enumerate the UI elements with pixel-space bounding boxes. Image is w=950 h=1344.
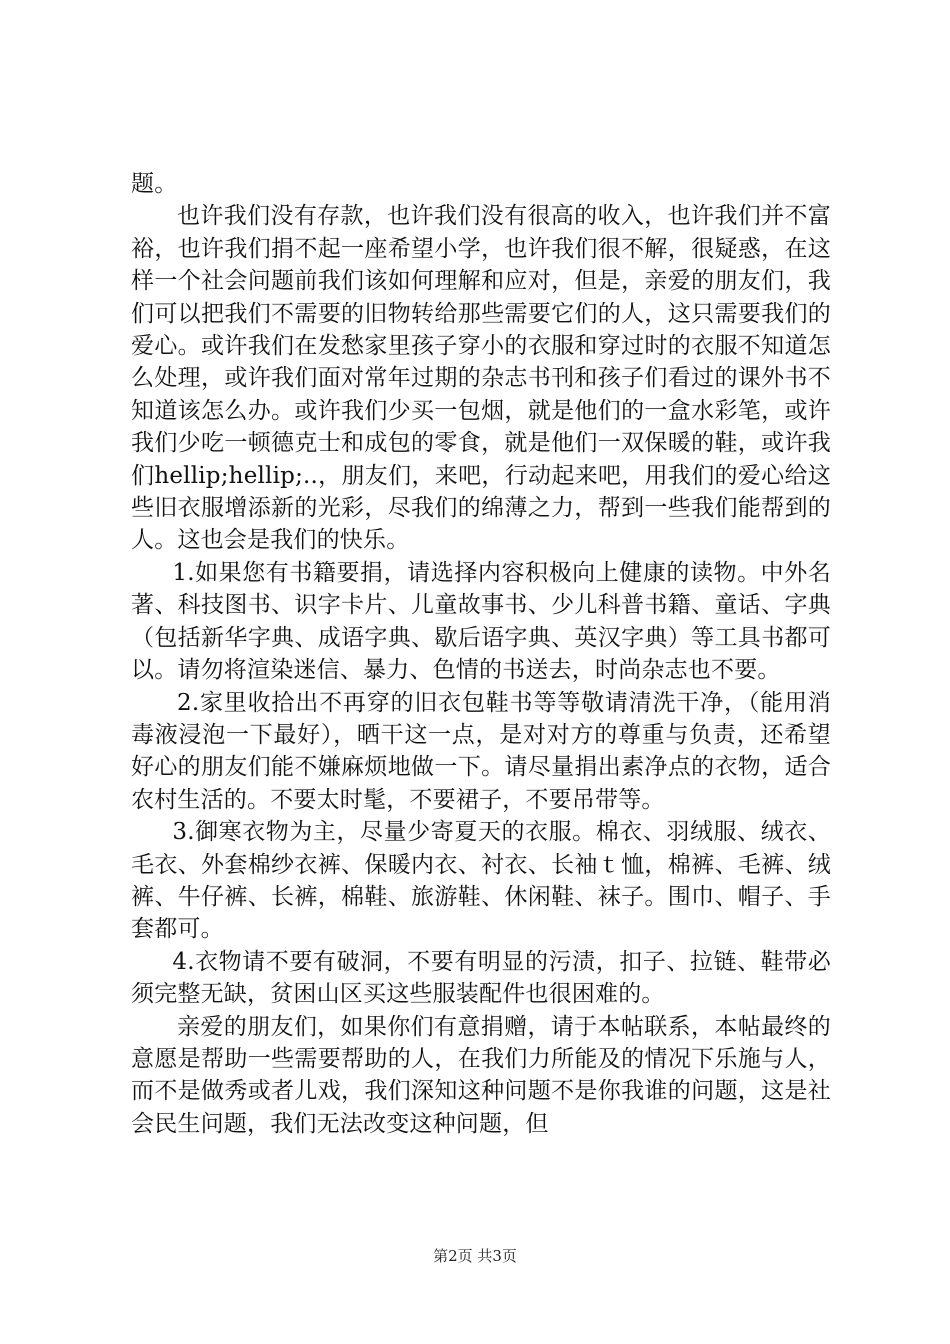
paragraph-item-winter-clothes: 3.御寒衣物为主，尽量少寄夏天的衣服。棉衣、羽绒服、绒衣、毛衣、外套棉纱衣裤、保暖内衣、衬衣、长袖ｔ恤，棉裤、毛裤、绒裤、牛仔裤、长裤，棉鞋、旅游鞋、休闲鞋、袜子。围巾、帽子、手套都可。 [131, 819, 831, 943]
paragraph-continuation: 题。 [131, 171, 178, 197]
paragraph-closing: 亲爱的朋友们，如果你们有意捐赠，请于本帖联系，本帖最终的意愿是帮助一些需要帮助的人，在我们力所能及的情况下乐施与人，而不是做秀或者儿戏，我们深知这种问题不是你我谁的问题，这是社会民生问题，我们无法改变这种问题，但 [131, 1013, 831, 1137]
paragraph-item-books: 1.如果您有书籍要捐，请选择内容积极向上健康的读物。中外名著、科技图书、识字卡片、儿童故事书、少儿科普书籍、童话、字典（包括新华字典、成语字典、歇后语字典、英汉字典）等工具书都可以。请勿将渲染迷信、暴力、色情的书送去，时尚杂志也不要。 [131, 559, 831, 684]
paragraph-item-condition: 4.衣物请不要有破洞，不要有明显的污渍，扣子、拉链、鞋带必须完整无缺，贫困山区买这些服装配件也很困难的。 [131, 948, 831, 1008]
paragraph-item-cleaning: 2.家里收拾出不再穿的旧衣包鞋书等等敬请清洗干净，（能用消毒液浸泡一下最好），晒干这一点，是对对方的尊重与负责，还希望好心的朋友们能不嫌麻烦地做一下。请尽量捐出素净点的衣物，适合农村生活的。不要太时髦，不要裙子，不要吊带等。 [131, 689, 831, 813]
page-number-footer: 第2页 共3页 [433, 1247, 517, 1265]
document-body [131, 168, 831, 1140]
paragraph-appeal: 也许我们没有存款，也许我们没有很高的收入，也许我们并不富裕，也许我们捐不起一座希望小学，也许我们很不解，很疑惑，在这样一个社会问题前我们该如何理解和应对，但是，亲爱的朋友们，我们可以把我们不需要的旧物转给那些需要它们的人，这只需要我们的爱心。或许我们在发愁家里孩子穿小的衣服和穿过时的衣服不知道怎么处理，或许我们面对常年过期的杂志书刊和孩子们看过的课外书不知道该怎么办。或许我们少买一包烟，就是他们的一盒水彩笔，或许我们少吃一顿德克士和成包的零食，就是他们一双保暖的鞋，或许我们hellip;hellip;..，朋友们，来吧，行动起来吧，用我们的爱心给这些旧衣服增添新的光彩，尽我们的绵薄之力，帮到一些我们能帮到的人。这也会是我们的快乐。 [131, 203, 831, 554]
